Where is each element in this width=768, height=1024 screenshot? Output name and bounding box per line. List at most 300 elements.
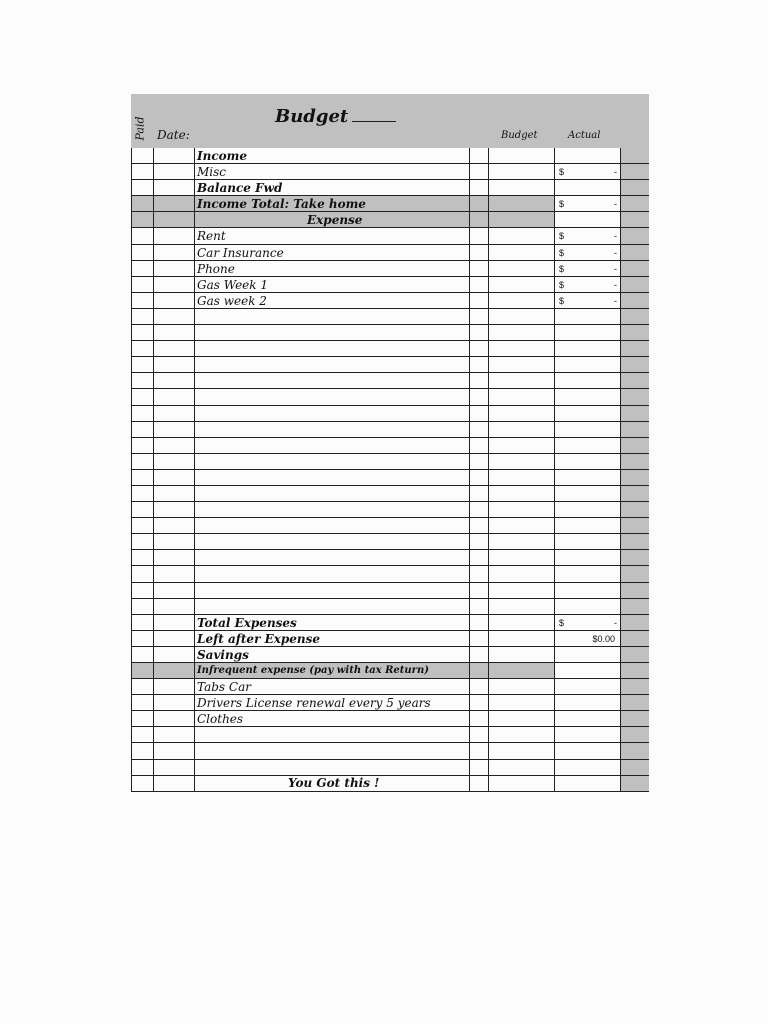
actual-cell[interactable] <box>554 389 621 405</box>
blank-cell[interactable] <box>469 406 488 422</box>
actual-cell[interactable] <box>554 212 621 228</box>
blank-cell[interactable] <box>469 277 488 293</box>
side-cell <box>621 277 649 293</box>
title-blank-line <box>352 107 396 122</box>
blank-cell[interactable] <box>469 164 488 180</box>
date-cell[interactable] <box>153 341 194 357</box>
side-cell <box>621 647 649 663</box>
date-cell[interactable] <box>153 615 194 631</box>
date-cell[interactable] <box>153 454 194 470</box>
blank-cell[interactable] <box>469 261 488 277</box>
actual-cell[interactable] <box>554 583 621 599</box>
blank-cell[interactable] <box>469 663 488 679</box>
side-cell <box>621 212 649 228</box>
paid-cell[interactable] <box>131 357 153 373</box>
budget-cell[interactable] <box>488 148 554 164</box>
row-label: Income <box>197 149 247 163</box>
budget-cell[interactable] <box>488 486 554 502</box>
budget-cell[interactable] <box>488 245 554 261</box>
actual-cell[interactable] <box>554 760 621 776</box>
actual-cell[interactable] <box>554 341 621 357</box>
budget-row <box>131 325 649 341</box>
side-cell <box>621 293 649 309</box>
budget-cell[interactable] <box>488 357 554 373</box>
blank-cell[interactable] <box>469 454 488 470</box>
item-cell[interactable] <box>194 357 469 373</box>
row-label: Misc <box>197 165 227 180</box>
item-cell[interactable] <box>194 486 469 502</box>
blank-cell[interactable] <box>469 566 488 582</box>
actual-cell[interactable] <box>554 470 621 486</box>
budget-cell[interactable] <box>488 502 554 518</box>
actual-amount <box>559 261 617 277</box>
paid-cell[interactable] <box>131 743 153 759</box>
paid-cell[interactable] <box>131 727 153 743</box>
budget-row <box>131 341 649 357</box>
budget-cell[interactable] <box>488 727 554 743</box>
budget-cell[interactable] <box>488 566 554 582</box>
actual-amount <box>559 245 617 261</box>
blank-cell[interactable] <box>469 438 488 454</box>
actual-cell[interactable] <box>554 647 621 663</box>
actual-amount <box>559 228 617 244</box>
budget-cell[interactable] <box>488 309 554 325</box>
actual-amount <box>559 277 617 293</box>
blank-cell[interactable] <box>469 470 488 486</box>
budget-row <box>131 196 649 212</box>
budget-row <box>131 647 649 663</box>
blank-cell[interactable] <box>469 502 488 518</box>
budget-cell[interactable] <box>488 293 554 309</box>
paid-cell[interactable] <box>131 293 153 309</box>
blank-cell[interactable] <box>469 647 488 663</box>
paid-cell[interactable] <box>131 373 153 389</box>
budget-cell[interactable] <box>488 583 554 599</box>
paid-cell[interactable] <box>131 776 153 792</box>
item-cell[interactable] <box>194 373 469 389</box>
blank-cell[interactable] <box>469 148 488 164</box>
paid-cell[interactable] <box>131 212 153 228</box>
date-cell[interactable] <box>153 743 194 759</box>
budget-cell[interactable] <box>488 164 554 180</box>
side-cell <box>621 470 649 486</box>
budget-cell[interactable] <box>488 599 554 615</box>
date-cell[interactable] <box>153 293 194 309</box>
date-cell[interactable] <box>153 212 194 228</box>
budget-cell[interactable] <box>488 550 554 566</box>
paid-cell[interactable] <box>131 422 153 438</box>
paid-cell[interactable] <box>131 341 153 357</box>
date-cell[interactable] <box>153 647 194 663</box>
date-cell[interactable] <box>153 727 194 743</box>
actual-cell[interactable] <box>554 679 621 695</box>
item-cell[interactable] <box>194 502 469 518</box>
actual-cell[interactable] <box>554 422 621 438</box>
budget-row <box>131 261 649 277</box>
actual-cell[interactable] <box>554 406 621 422</box>
blank-cell[interactable] <box>469 776 488 792</box>
amount-value: - <box>614 295 617 306</box>
side-cell <box>621 261 649 277</box>
blank-cell[interactable] <box>469 615 488 631</box>
paid-cell[interactable] <box>131 663 153 679</box>
paid-cell[interactable] <box>131 148 153 164</box>
paid-cell[interactable] <box>131 486 153 502</box>
budget-cell[interactable] <box>488 647 554 663</box>
budget-row <box>131 727 649 743</box>
side-cell <box>621 180 649 196</box>
footer-message: You Got this ! <box>288 776 380 790</box>
budget-row <box>131 711 649 727</box>
side-cell <box>621 502 649 518</box>
budget-cell[interactable] <box>488 261 554 277</box>
budget-column-header: Budget <box>501 130 538 141</box>
item-cell[interactable] <box>194 406 469 422</box>
item-cell[interactable] <box>194 454 469 470</box>
blank-cell[interactable] <box>469 727 488 743</box>
date-cell[interactable] <box>153 518 194 534</box>
actual-cell[interactable] <box>554 309 621 325</box>
item-cell[interactable] <box>194 566 469 582</box>
paid-cell[interactable] <box>131 550 153 566</box>
budget-cell[interactable] <box>488 228 554 244</box>
date-cell[interactable] <box>153 470 194 486</box>
budget-cell[interactable] <box>488 196 554 212</box>
blank-cell[interactable] <box>469 534 488 550</box>
blank-cell[interactable] <box>469 373 488 389</box>
date-cell[interactable] <box>153 245 194 261</box>
budget-row <box>131 679 649 695</box>
side-cell <box>621 389 649 405</box>
actual-cell[interactable] <box>554 695 621 711</box>
blank-cell[interactable] <box>469 309 488 325</box>
item-cell[interactable] <box>194 228 469 244</box>
budget-cell[interactable] <box>488 663 554 679</box>
row-label: Tabs Car <box>197 680 251 695</box>
date-cell[interactable] <box>153 534 194 550</box>
paid-cell[interactable] <box>131 695 153 711</box>
item-cell[interactable] <box>194 261 469 277</box>
date-cell[interactable] <box>153 631 194 647</box>
side-cell <box>621 743 649 759</box>
date-cell[interactable] <box>153 550 194 566</box>
side-cell <box>621 357 649 373</box>
blank-cell[interactable] <box>469 631 488 647</box>
actual-cell[interactable] <box>554 454 621 470</box>
amount-value: - <box>614 247 617 258</box>
paid-cell[interactable] <box>131 647 153 663</box>
date-cell[interactable] <box>153 325 194 341</box>
row-label: Gas week 2 <box>197 293 267 308</box>
blank-cell[interactable] <box>469 341 488 357</box>
budget-cell[interactable] <box>488 341 554 357</box>
currency-symbol: $ <box>559 263 565 274</box>
blank-cell[interactable] <box>469 293 488 309</box>
paid-cell[interactable] <box>131 679 153 695</box>
actual-cell[interactable] <box>554 438 621 454</box>
paid-cell[interactable] <box>131 309 153 325</box>
paid-cell[interactable] <box>131 245 153 261</box>
side-cell <box>621 679 649 695</box>
date-cell[interactable] <box>153 164 194 180</box>
blank-cell[interactable] <box>469 212 488 228</box>
budget-row <box>131 357 649 373</box>
actual-cell[interactable] <box>554 566 621 582</box>
blank-cell[interactable] <box>469 695 488 711</box>
actual-column-header: Actual <box>568 130 601 141</box>
actual-amount <box>559 293 617 309</box>
date-cell[interactable] <box>153 261 194 277</box>
item-cell[interactable] <box>194 599 469 615</box>
item-cell[interactable] <box>194 422 469 438</box>
budget-cell[interactable] <box>488 438 554 454</box>
side-cell <box>621 406 649 422</box>
blank-cell[interactable] <box>469 743 488 759</box>
paid-cell[interactable] <box>131 261 153 277</box>
actual-cell[interactable] <box>554 518 621 534</box>
item-cell[interactable] <box>194 550 469 566</box>
row-label: Drivers License renewal every 5 years <box>197 696 431 711</box>
amount-value: - <box>614 231 617 242</box>
item-cell[interactable] <box>194 518 469 534</box>
blank-cell[interactable] <box>469 422 488 438</box>
actual-cell[interactable] <box>554 357 621 373</box>
date-cell[interactable] <box>153 277 194 293</box>
row-label: Clothes <box>197 712 244 727</box>
budget-row <box>131 389 649 405</box>
paid-cell[interactable] <box>131 164 153 180</box>
date-cell[interactable] <box>153 438 194 454</box>
date-cell[interactable] <box>153 760 194 776</box>
side-cell <box>621 341 649 357</box>
actual-cell[interactable] <box>554 325 621 341</box>
amount-value: - <box>614 617 617 628</box>
blank-cell[interactable] <box>469 486 488 502</box>
side-cell <box>621 615 649 631</box>
blank-cell[interactable] <box>469 196 488 212</box>
date-cell[interactable] <box>153 148 194 164</box>
budget-row <box>131 148 649 164</box>
budget-cell[interactable] <box>488 711 554 727</box>
budget-row <box>131 422 649 438</box>
date-cell[interactable] <box>153 486 194 502</box>
item-cell[interactable] <box>194 325 469 341</box>
item-cell[interactable] <box>194 727 469 743</box>
item-cell[interactable] <box>194 438 469 454</box>
actual-cell[interactable] <box>554 502 621 518</box>
actual-cell[interactable] <box>554 727 621 743</box>
date-cell[interactable] <box>153 406 194 422</box>
budget-row <box>131 631 649 647</box>
actual-cell[interactable] <box>554 550 621 566</box>
budget-cell[interactable] <box>488 180 554 196</box>
date-cell[interactable] <box>153 695 194 711</box>
paid-cell[interactable] <box>131 228 153 244</box>
blank-cell[interactable] <box>469 325 488 341</box>
item-cell[interactable] <box>194 470 469 486</box>
budget-cell[interactable] <box>488 631 554 647</box>
amount-value: - <box>614 279 617 290</box>
date-cell[interactable] <box>153 566 194 582</box>
actual-cell[interactable] <box>554 776 621 792</box>
blank-cell[interactable] <box>469 583 488 599</box>
side-cell <box>621 583 649 599</box>
paid-cell[interactable] <box>131 196 153 212</box>
actual-cell[interactable] <box>554 743 621 759</box>
paid-cell[interactable] <box>131 566 153 582</box>
paid-cell[interactable] <box>131 277 153 293</box>
paid-cell[interactable] <box>131 454 153 470</box>
budget-cell[interactable] <box>488 277 554 293</box>
actual-amount <box>559 615 617 631</box>
item-cell[interactable] <box>194 164 469 180</box>
sheet-header <box>131 94 649 148</box>
currency-symbol: $ <box>559 247 565 258</box>
budget-row <box>131 776 649 792</box>
actual-amount <box>559 196 617 212</box>
budget-cell[interactable] <box>488 534 554 550</box>
row-label: Infrequent expense (pay with tax Return) <box>197 665 429 676</box>
date-cell[interactable] <box>153 196 194 212</box>
actual-cell[interactable] <box>554 373 621 389</box>
item-cell[interactable] <box>194 341 469 357</box>
actual-cell[interactable] <box>554 148 621 164</box>
date-cell[interactable] <box>153 776 194 792</box>
actual-cell[interactable] <box>554 711 621 727</box>
budget-sheet <box>131 94 649 778</box>
date-cell[interactable] <box>153 389 194 405</box>
actual-cell[interactable] <box>554 180 621 196</box>
blank-cell[interactable] <box>469 357 488 373</box>
paid-cell[interactable] <box>131 389 153 405</box>
paid-cell[interactable] <box>131 711 153 727</box>
blank-cell[interactable] <box>469 518 488 534</box>
paid-cell[interactable] <box>131 760 153 776</box>
budget-cell[interactable] <box>488 454 554 470</box>
date-cell[interactable] <box>153 679 194 695</box>
date-label: Date: <box>157 128 190 142</box>
budget-cell[interactable] <box>488 422 554 438</box>
item-cell[interactable] <box>194 309 469 325</box>
item-cell[interactable] <box>194 389 469 405</box>
paid-cell[interactable] <box>131 518 153 534</box>
paid-cell[interactable] <box>131 180 153 196</box>
paid-cell[interactable] <box>131 438 153 454</box>
paid-cell[interactable] <box>131 502 153 518</box>
currency-symbol: $ <box>559 167 565 178</box>
budget-row <box>131 502 649 518</box>
budget-cell[interactable] <box>488 406 554 422</box>
paid-cell[interactable] <box>131 470 153 486</box>
budget-cell[interactable] <box>488 679 554 695</box>
budget-row <box>131 406 649 422</box>
date-cell[interactable] <box>153 599 194 615</box>
side-cell <box>621 148 649 164</box>
blank-cell[interactable] <box>469 679 488 695</box>
blank-cell[interactable] <box>469 228 488 244</box>
item-cell[interactable] <box>194 534 469 550</box>
item-cell[interactable] <box>194 583 469 599</box>
paid-cell[interactable] <box>131 615 153 631</box>
blank-cell[interactable] <box>469 550 488 566</box>
side-cell <box>621 438 649 454</box>
side-cell <box>621 695 649 711</box>
budget-cell[interactable] <box>488 760 554 776</box>
row-label: Savings <box>197 647 249 662</box>
budget-cell[interactable] <box>488 325 554 341</box>
budget-cell[interactable] <box>488 776 554 792</box>
paid-cell[interactable] <box>131 583 153 599</box>
side-cell <box>621 454 649 470</box>
row-label: Income Total: Take home <box>197 197 366 212</box>
item-cell[interactable] <box>194 760 469 776</box>
budget-row <box>131 293 649 309</box>
budget-cell[interactable] <box>488 615 554 631</box>
budget-cell[interactable] <box>488 695 554 711</box>
date-cell[interactable] <box>153 309 194 325</box>
blank-cell[interactable] <box>469 599 488 615</box>
side-cell <box>621 534 649 550</box>
budget-cell[interactable] <box>488 470 554 486</box>
blank-cell[interactable] <box>469 389 488 405</box>
paid-cell[interactable] <box>131 325 153 341</box>
budget-cell[interactable] <box>488 389 554 405</box>
blank-cell[interactable] <box>469 245 488 261</box>
actual-cell[interactable] <box>554 663 621 679</box>
row-label: Gas Week 1 <box>197 277 268 292</box>
side-cell <box>621 486 649 502</box>
actual-amount: $0.00 <box>592 633 615 644</box>
date-cell[interactable] <box>153 373 194 389</box>
budget-row <box>131 760 649 776</box>
blank-cell[interactable] <box>469 711 488 727</box>
side-cell <box>621 164 649 180</box>
date-cell[interactable] <box>153 228 194 244</box>
row-label: Total Expenses <box>197 615 297 630</box>
blank-cell[interactable] <box>469 760 488 776</box>
date-cell[interactable] <box>153 502 194 518</box>
actual-cell[interactable] <box>554 486 621 502</box>
budget-cell[interactable] <box>488 743 554 759</box>
currency-symbol: $ <box>559 617 565 628</box>
actual-cell[interactable] <box>554 599 621 615</box>
paid-cell[interactable] <box>131 631 153 647</box>
actual-cell[interactable] <box>554 534 621 550</box>
item-cell[interactable] <box>194 743 469 759</box>
budget-cell[interactable] <box>488 518 554 534</box>
paid-cell[interactable] <box>131 406 153 422</box>
budget-row <box>131 228 649 244</box>
side-cell <box>621 566 649 582</box>
date-cell[interactable] <box>153 711 194 727</box>
amount-value: - <box>614 263 617 274</box>
side-cell <box>621 196 649 212</box>
paid-cell[interactable] <box>131 534 153 550</box>
date-cell[interactable] <box>153 180 194 196</box>
budget-row <box>131 534 649 550</box>
budget-row <box>131 245 649 261</box>
date-cell[interactable] <box>153 663 194 679</box>
budget-cell[interactable] <box>488 212 554 228</box>
budget-cell[interactable] <box>488 373 554 389</box>
blank-cell[interactable] <box>469 180 488 196</box>
row-label: Expense <box>307 213 363 228</box>
date-cell[interactable] <box>153 583 194 599</box>
sheet-title <box>275 106 396 127</box>
date-cell[interactable] <box>153 422 194 438</box>
date-cell[interactable] <box>153 357 194 373</box>
paid-cell[interactable] <box>131 599 153 615</box>
